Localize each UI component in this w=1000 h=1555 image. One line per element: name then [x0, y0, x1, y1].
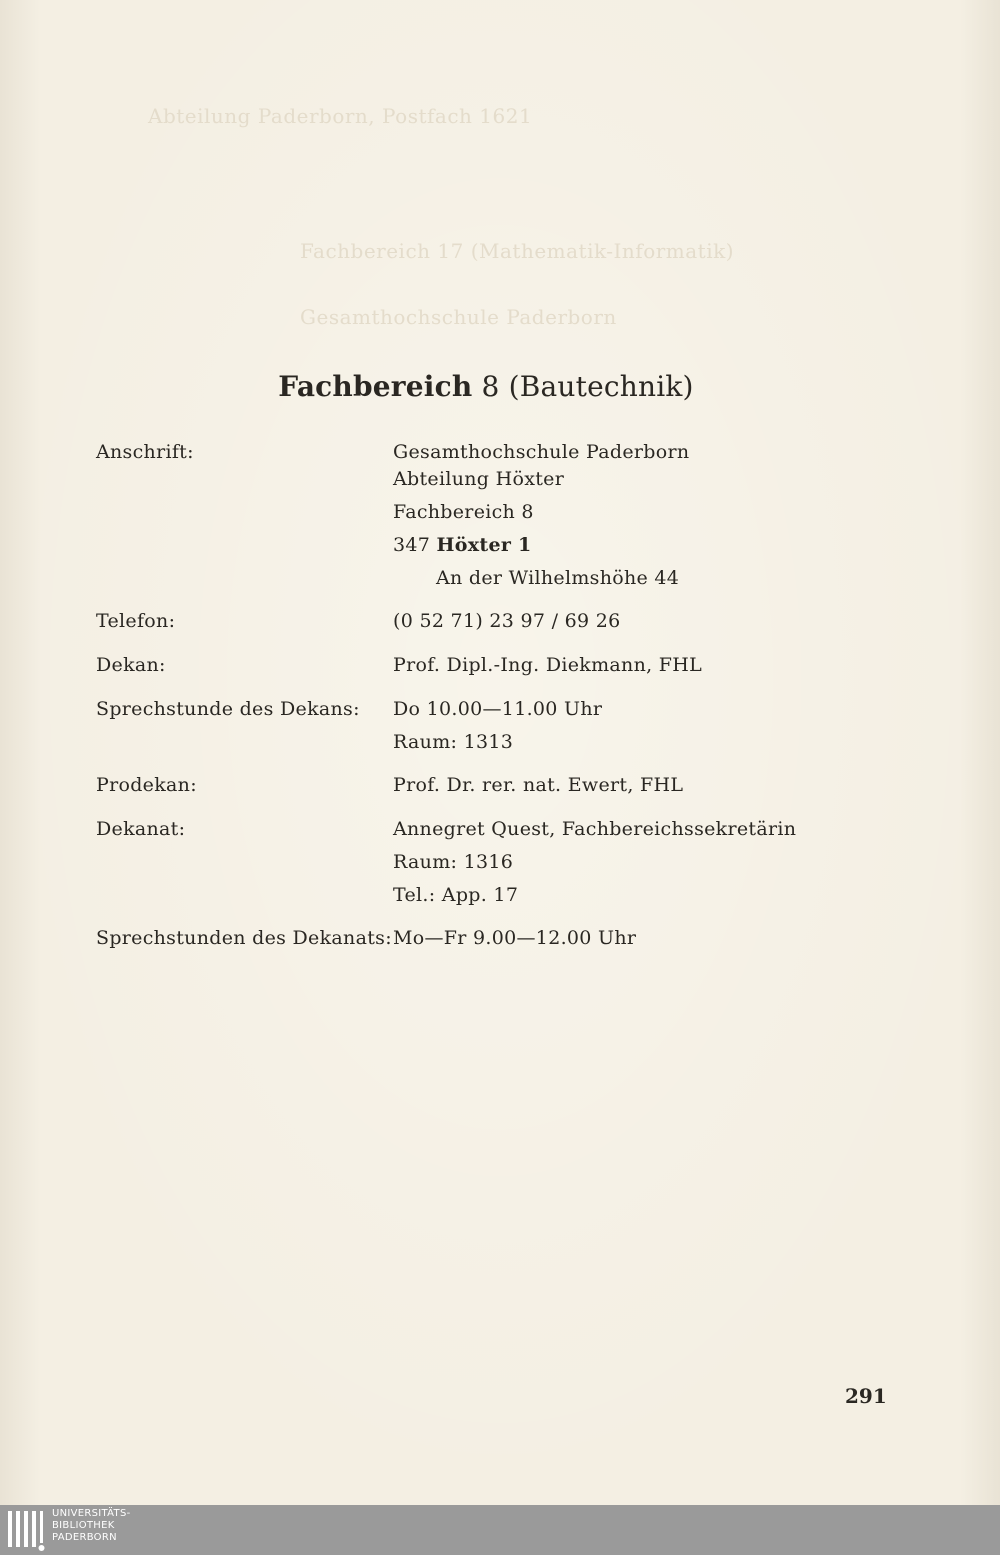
address-line-2: Abteilung Höxter — [393, 468, 565, 490]
sprechstunden-dekanat-value: Mo—Fr 9.00—12.00 Uhr — [393, 927, 637, 949]
label-sprechstunden-dekanat: Sprechstunden des Dekanats: — [96, 927, 392, 949]
bleed-through-line: Gesamthochschule Paderborn — [300, 305, 617, 329]
dekan-value: Prof. Dipl.-Ing. Diekmann, FHL — [393, 654, 703, 676]
address-city: Höxter 1 — [436, 534, 532, 556]
title-paren: (Bautechnik) — [508, 370, 694, 403]
page-title — [0, 370, 972, 403]
page-number: 291 — [845, 1384, 887, 1408]
library-name — [52, 1508, 131, 1544]
label-dekan: Dekan: — [96, 654, 166, 676]
library-logo-icon — [6, 1509, 46, 1553]
title-number: 8 — [481, 370, 500, 403]
library-name-line: PADERBORN — [52, 1532, 117, 1543]
bleed-through-line: Abteilung Paderborn, Postfach 1621 — [148, 104, 533, 128]
library-name-line: UNIVERSITÄTS- — [52, 1508, 131, 1519]
telefon-value: (0 52 71) 23 97 / 69 26 — [393, 610, 621, 632]
label-anschrift: Anschrift: — [96, 441, 194, 463]
address-street: An der Wilhelmshöhe 44 — [436, 567, 680, 589]
footer-bar — [0, 1505, 1000, 1555]
address-postcode: 347 — [393, 534, 431, 556]
address-city-line — [393, 533, 532, 557]
label-telefon: Telefon: — [96, 610, 176, 632]
dekanat-phone: Tel.: App. 17 — [393, 884, 519, 906]
dekanat-room: Raum: 1316 — [393, 851, 514, 873]
label-dekanat: Dekanat: — [96, 818, 186, 840]
sprechstunde-dekan-time: Do 10.00—11.00 Uhr — [393, 698, 603, 720]
sprechstunde-dekan-room: Raum: 1313 — [393, 731, 514, 753]
address-line-3: Fachbereich 8 — [393, 501, 534, 523]
label-sprechstunde-dekan: Sprechstunde des Dekans: — [96, 698, 360, 720]
title-bold: Fachbereich — [278, 370, 473, 403]
label-prodekan: Prodekan: — [96, 774, 197, 796]
address-line-1: Gesamthochschule Paderborn — [393, 441, 690, 463]
bleed-through-line: Fachbereich 17 (Mathematik-Informatik) — [300, 239, 735, 263]
dekanat-name: Annegret Quest, Fachbereichssekretärin — [393, 818, 797, 840]
prodekan-value: Prof. Dr. rer. nat. Ewert, FHL — [393, 774, 684, 796]
library-name-line: BIBLIOTHEK — [52, 1520, 115, 1531]
